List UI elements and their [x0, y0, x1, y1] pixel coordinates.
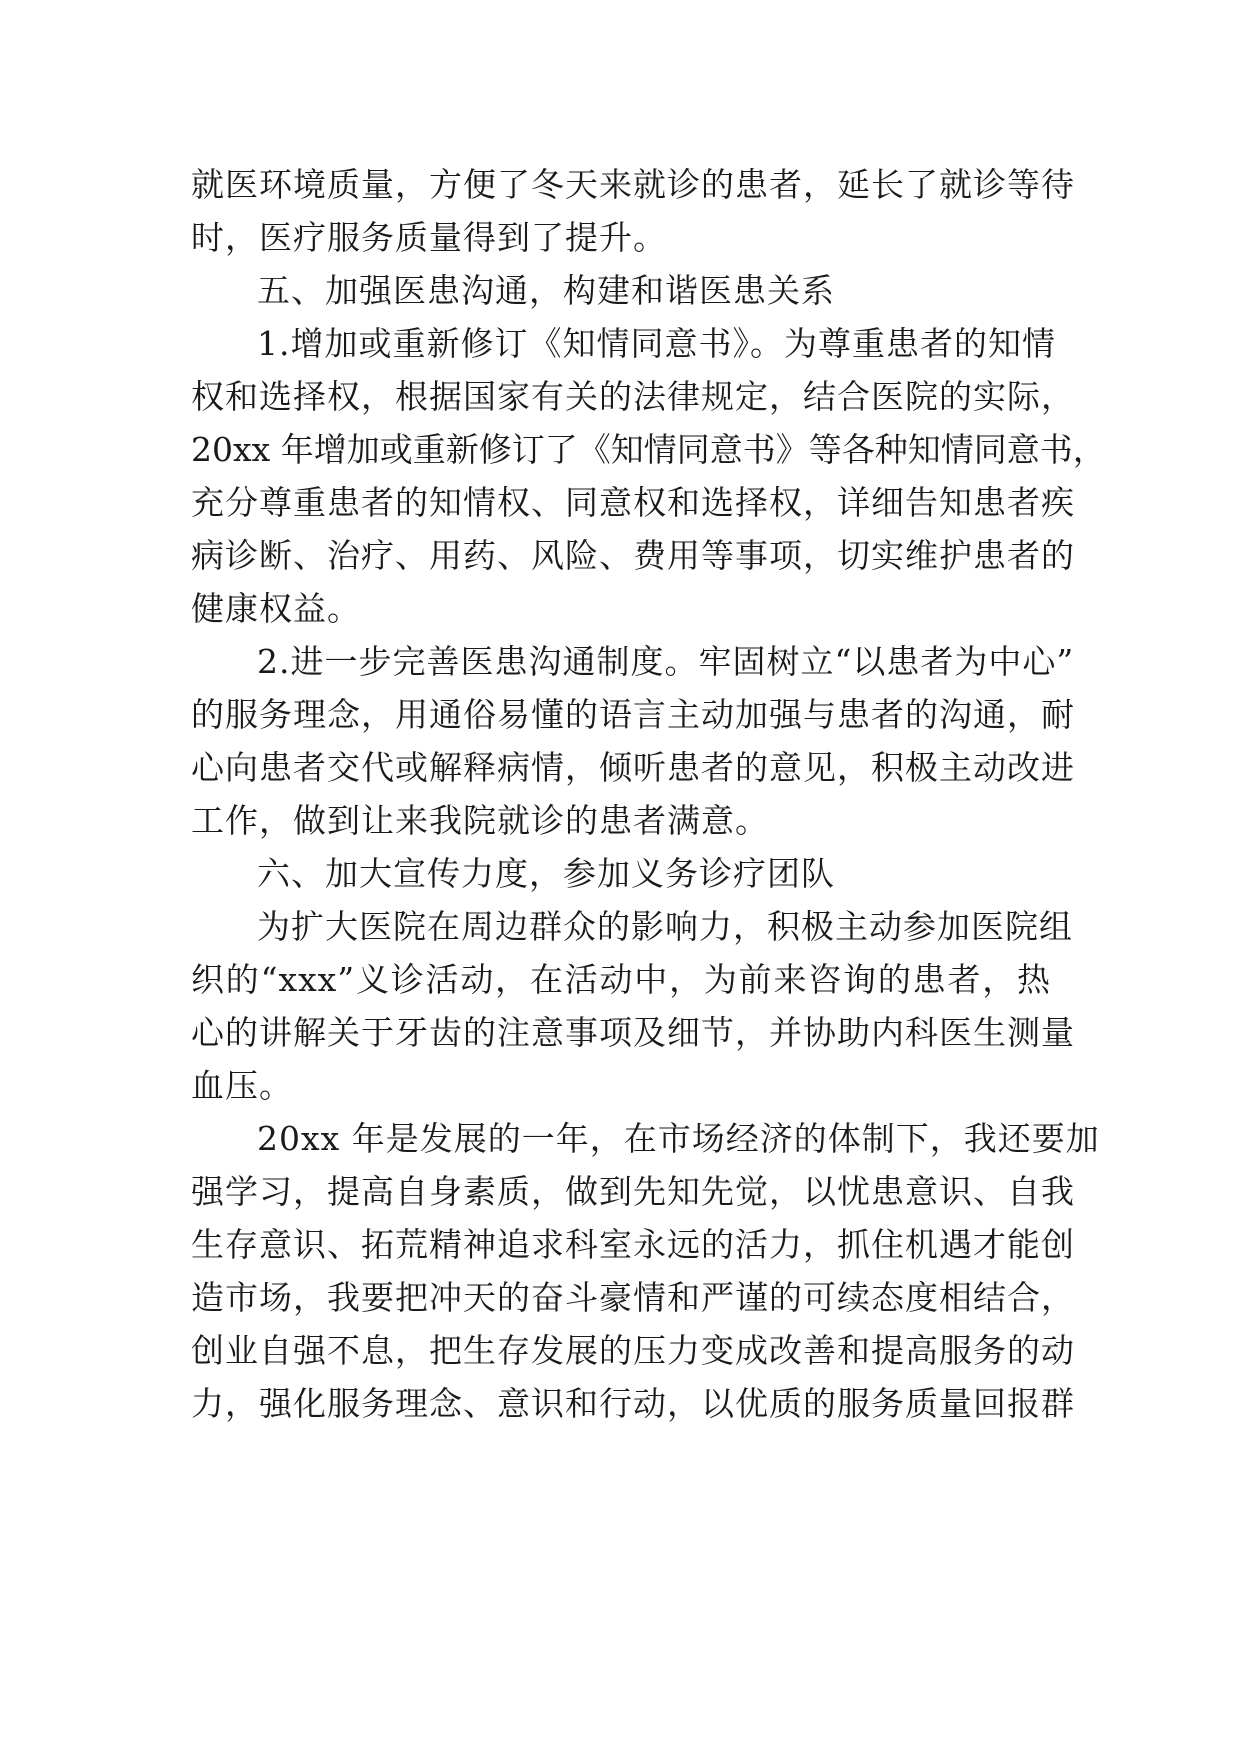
body-text-line: 1.增加或重新修订《知情同意书》。为尊重患者的知情 — [257, 324, 1056, 363]
body-text-line: 造市场，我要把冲天的奋斗豪情和严谨的可续态度相结合， — [191, 1278, 1075, 1317]
body-text-line: 创业自强不息，把生存发展的压力变成改善和提高服务的动 — [191, 1331, 1075, 1370]
body-text-line: 20xx 年是发展的一年，在市场经济的体制下，我还要加 — [257, 1119, 1100, 1158]
section-heading: 五、加强医患沟通，构建和谐医患关系 — [257, 271, 835, 310]
body-text-line: 20xx 年增加或重新修订了《知情同意书》等各种知情同意书， — [191, 430, 1106, 469]
body-text-line: 权和选择权，根据国家有关的法律规定，结合医院的实际， — [191, 377, 1075, 416]
body-text-line: 血压。 — [191, 1066, 293, 1105]
body-text-line: 的服务理念，用通俗易懂的语言主动加强与患者的沟通，耐 — [191, 695, 1075, 734]
body-text-line: 时，医疗服务质量得到了提升。 — [191, 218, 667, 257]
body-text-line: 强学习，提高自身素质，做到先知先觉，以忧患意识、自我 — [191, 1172, 1075, 1211]
body-text-line: 为扩大医院在周边群众的影响力，积极主动参加医院组 — [257, 907, 1073, 946]
body-text-line: 病诊断、治疗、用药、风险、费用等事项，切实维护患者的 — [191, 536, 1075, 575]
body-text-line: 力，强化服务理念、意识和行动，以优质的服务质量回报群 — [191, 1384, 1075, 1423]
body-text-line: 就医环境质量，方便了冬天来就诊的患者，延长了就诊等待 — [191, 165, 1075, 204]
body-text-line: 健康权益。 — [191, 589, 361, 628]
body-text-line: 工作，做到让来我院就诊的患者满意。 — [191, 801, 769, 840]
body-text-line: 心向患者交代或解释病情，倾听患者的意见，积极主动改进 — [191, 748, 1075, 787]
body-text-line: 充分尊重患者的知情权、同意权和选择权，详细告知患者疾 — [191, 483, 1075, 522]
body-text-line: 心的讲解关于牙齿的注意事项及细节，并协助内科医生测量 — [191, 1013, 1075, 1052]
body-text-line: 2.进一步完善医患沟通制度。牢固树立“以患者为中心” — [257, 642, 1075, 681]
body-text-line: 织的“xxx”义诊活动，在活动中，为前来咨询的患者，热 — [191, 960, 1051, 999]
section-heading: 六、加大宣传力度，参加义务诊疗团队 — [257, 854, 835, 893]
body-text-line: 生存意识、拓荒精神追求科室永远的活力，抓住机遇才能创 — [191, 1225, 1075, 1264]
